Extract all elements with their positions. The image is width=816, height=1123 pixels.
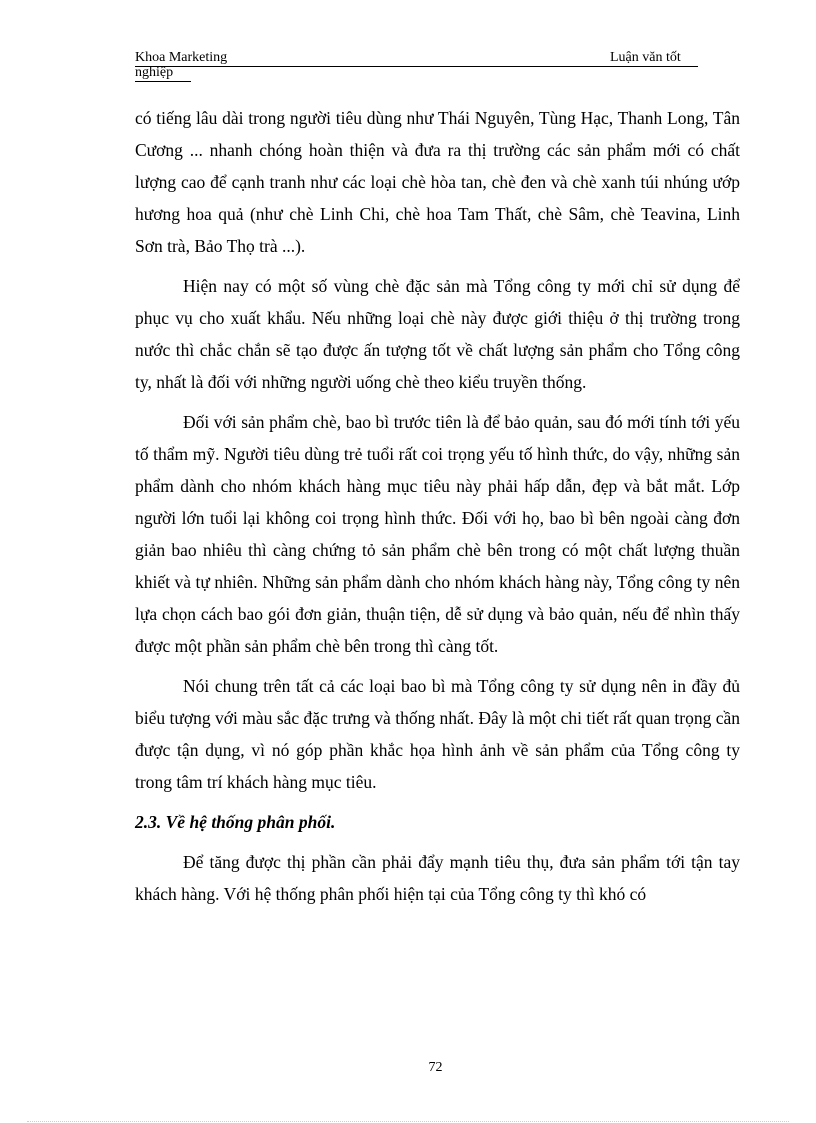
header-faculty: Khoa Marketing xyxy=(135,50,228,65)
document-body xyxy=(135,102,740,910)
paragraph-3: Đối với sản phẩm chè, bao bì trước tiên là để bảo quản, sau đó mới tính tới yếu tố thẩm mỹ. Người tiêu dùng trẻ tuổi rất coi trọng yếu tố hình thức, do vậy, những sản phẩm dành cho nhóm khách hàng mục tiêu này phải hấp dẫn, đẹp và bắt mắt. Lớp người lớn tuổi lại không coi trọng hình thức. Đối với họ, bao bì bên ngoài càng đơn giản bao nhiêu thì càng chứng tỏ sản phẩm chè bên trong có một chất lượng thuần khiết và tự nhiên. Những sản phẩm dành cho nhóm khách hàng này, Tổng công ty nên lựa chọn cách bao gói đơn giản, thuận tiện, dễ sử dụng và bảo quản, nếu để nhìn thấy được một phần sản phẩm chè bên trong thì càng tốt. xyxy=(135,412,740,656)
section-paragraph: Để tăng được thị phần cần phải đẩy mạnh tiêu thụ, đưa sản phẩm tới tận tay khách hàng. Với hệ thống phân phối hiện tại của Tổng công ty thì khó có xyxy=(135,852,740,904)
paragraph-2: Hiện nay có một số vùng chè đặc sản mà Tổng công ty mới chỉ sử dụng để phục vụ cho xuất khẩu. Nếu những loại chè này được giới thiệu ở thị trường trong nước thì chắc chắn sẽ tạo được ấn tượng tốt về chất lượng sản phẩm cho Tổng công ty, nhất là đối với những người uống chè theo kiểu truyền thống. xyxy=(135,276,740,392)
header-thesis-label: Luận văn tốt xyxy=(610,50,681,65)
page-bottom-border xyxy=(27,1121,789,1122)
paragraph-1: có tiếng lâu dài trong người tiêu dùng như Thái Nguyên, Tùng Hạc, Thanh Long, Tân Cương ... nhanh chóng hoàn thiện và đưa ra thị trường các sản phẩm mới có chất lượng cao để cạnh tranh như các loại chè hòa tan, chè đen và chè xanh túi nhúng ướp hương hoa quả (như chè Linh Chi, chè hoa Tam Thất, chè Sâm, chè Teavina, Linh Sơn trà, Bảo Thọ trà ...). xyxy=(135,108,740,256)
header-continuation-rule xyxy=(135,81,191,82)
page-header xyxy=(135,50,698,90)
paragraph-4: Nói chung trên tất cả các loại bao bì mà Tổng công ty sử dụng nên in đầy đủ biểu tượng với màu sắc đặc trưng và thống nhất. Đây là một chi tiết rất quan trọng cần được tận dụng, vì nó góp phần khắc họa hình ảnh về sản phẩm của Tổng công ty trong tâm trí khách hàng mục tiêu. xyxy=(135,676,740,792)
header-thesis-continuation: nghiệp xyxy=(135,65,174,80)
page-number: 72 xyxy=(428,1060,443,1075)
section-heading: 2.3. Về hệ thống phân phối. xyxy=(135,812,336,832)
header-rule xyxy=(135,66,698,67)
